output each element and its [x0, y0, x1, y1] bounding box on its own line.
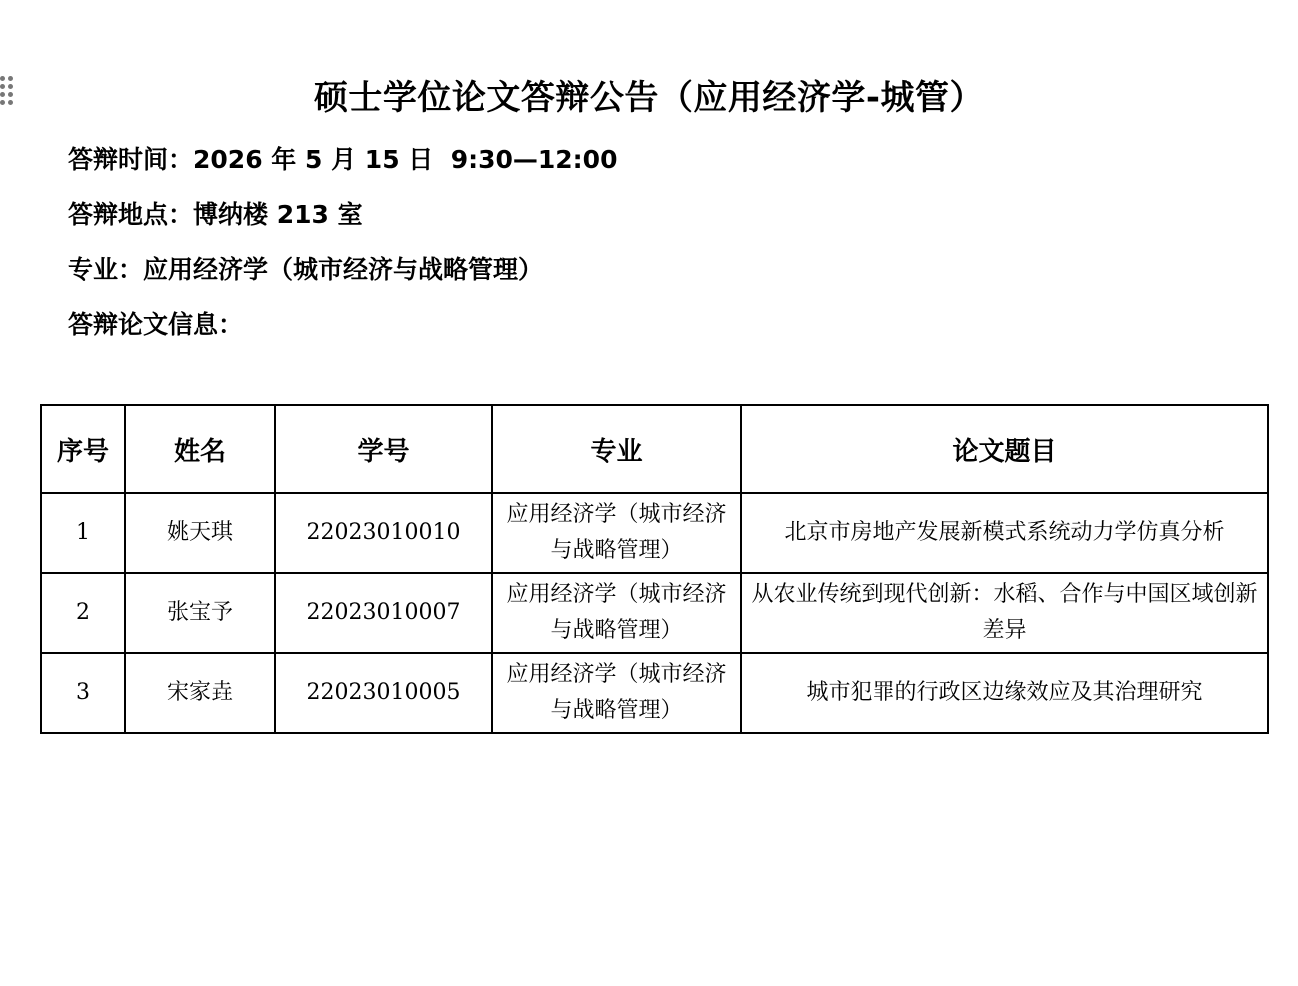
cell-no: 2 [41, 573, 125, 653]
header-no: 序号 [41, 405, 125, 493]
cell-major: 应用经济学（城市经济与战略管理） [492, 573, 741, 653]
header-thesis-title: 论文题目 [741, 405, 1268, 493]
info-label: 专业： [68, 255, 144, 284]
cell-thesis-title: 城市犯罪的行政区边缘效应及其治理研究 [741, 653, 1268, 733]
cell-name: 宋家垚 [125, 653, 275, 733]
header-student-id: 学号 [275, 405, 492, 493]
info-label: 答辩地点： [68, 200, 194, 229]
header-major: 专业 [492, 405, 741, 493]
cell-student-id: 22023010007 [275, 573, 492, 653]
info-line-location [68, 195, 363, 231]
info-value: 应用经济学（城市经济与战略管理） [143, 255, 544, 284]
table-row [41, 493, 1268, 573]
cell-thesis-title: 从农业传统到现代创新：水稻、合作与中国区域创新差异 [741, 573, 1268, 653]
cell-student-id: 22023010005 [275, 653, 492, 733]
table-row [41, 573, 1268, 653]
cell-name: 张宝予 [125, 573, 275, 653]
cell-no: 3 [41, 653, 125, 733]
cell-no: 1 [41, 493, 125, 573]
table-row [41, 653, 1268, 733]
info-label: 答辩论文信息： [68, 310, 244, 339]
info-value: 博纳楼 213 室 [193, 200, 363, 229]
info-line-major [68, 250, 543, 286]
cell-student-id: 22023010010 [275, 493, 492, 573]
page-title: 硕士学位论文答辩公告（应用经济学-城管） [313, 78, 985, 118]
info-label: 答辩时间： [68, 145, 194, 174]
header-name: 姓名 [125, 405, 275, 493]
table-header-row [41, 405, 1268, 493]
info-line-time [68, 140, 617, 176]
thesis-table [40, 404, 1269, 734]
cell-major: 应用经济学（城市经济与战略管理） [492, 653, 741, 733]
info-line-thesis-info [68, 305, 243, 341]
cell-name: 姚天琪 [125, 493, 275, 573]
info-value: 2026 年 5 月 15 日 9:30—12:00 [193, 145, 618, 174]
cell-major: 应用经济学（城市经济与战略管理） [492, 493, 741, 573]
cell-thesis-title: 北京市房地产发展新模式系统动力学仿真分析 [741, 493, 1268, 573]
